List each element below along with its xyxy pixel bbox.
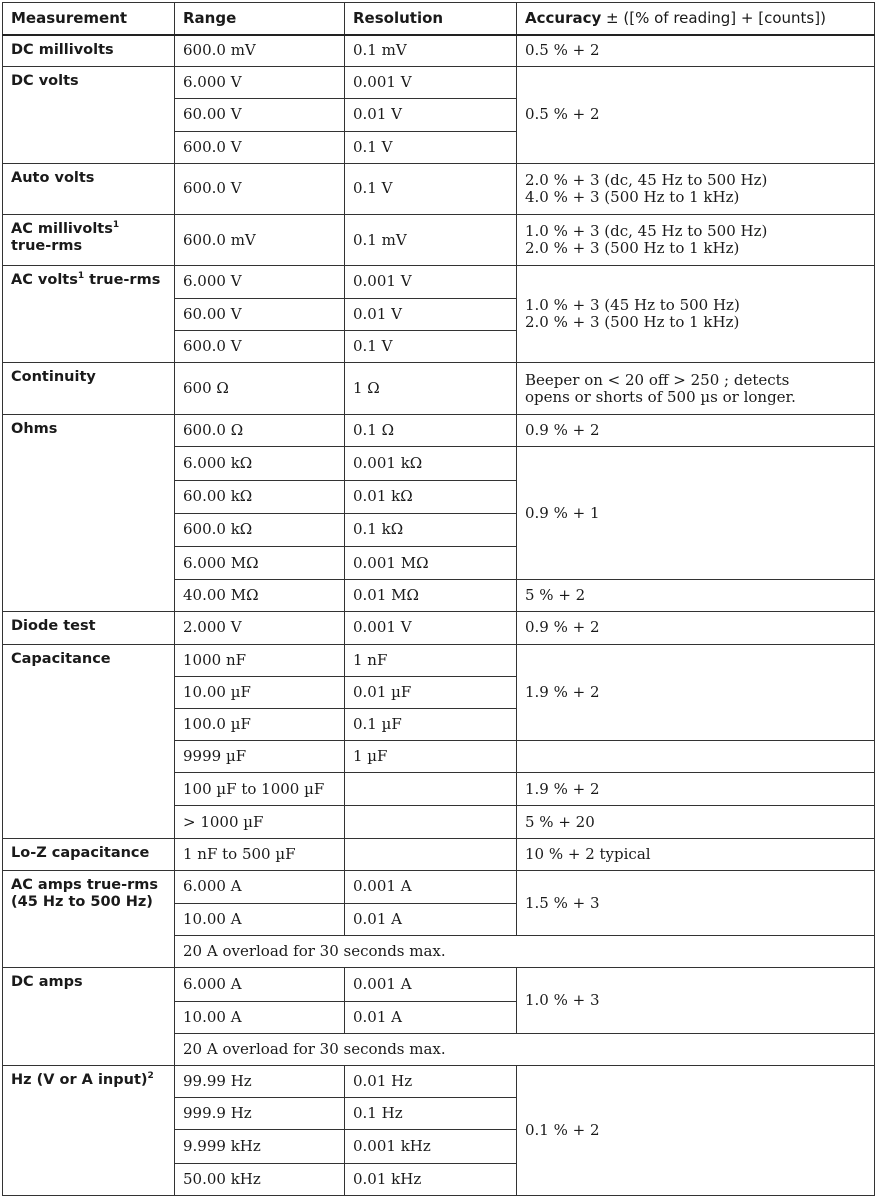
range-cell: 600 Ω	[175, 362, 345, 414]
table-row	[3, 163, 875, 214]
range-cell: 10.00 µF	[175, 676, 345, 708]
resolution-cell	[345, 806, 517, 838]
measurement-continuity: Continuity	[3, 362, 175, 414]
resolution-cell: 0.001 A	[345, 968, 517, 1001]
accuracy-line: 2.0 % + 3 (500 Hz to 1 kHz)	[525, 239, 740, 258]
accuracy-cell: 0.1 % + 2	[517, 1065, 875, 1195]
accuracy-cell: 1.9 % + 2	[517, 644, 875, 741]
accuracy-cell: 0.5 % + 2	[517, 67, 875, 164]
accuracy-cell	[517, 215, 875, 266]
measurement-dc-millivolts: DC millivolts	[3, 35, 175, 67]
overload-note: 20 A overload for 30 seconds max.	[175, 1033, 875, 1065]
measurement-hz	[3, 1065, 175, 1195]
accuracy-cell: 0.9 % + 2	[517, 415, 875, 447]
resolution-cell: 0.001 A	[345, 870, 517, 903]
header-accuracy-bold: Accuracy	[525, 8, 602, 27]
resolution-cell: 0.001 kHz	[345, 1130, 517, 1163]
table-row	[3, 644, 875, 676]
range-cell: 9.999 kHz	[175, 1130, 345, 1163]
range-cell: 100.0 µF	[175, 708, 345, 740]
measurement-ac-millivolts	[3, 215, 175, 266]
header-accuracy-rest: ± ([% of reading] + [counts])	[601, 8, 826, 27]
range-cell: 600.0 kΩ	[175, 513, 345, 546]
range-cell: 60.00 kΩ	[175, 480, 345, 513]
accuracy-line: 2.0 % + 3 (500 Hz to 1 kHz)	[525, 313, 740, 332]
accuracy-cell	[517, 266, 875, 363]
accuracy-cell: 10 % + 2 typical	[517, 838, 875, 870]
resolution-cell: 1 nF	[345, 644, 517, 676]
resolution-cell: 0.01 kΩ	[345, 480, 517, 513]
accuracy-cell: 0.5 % + 2	[517, 35, 875, 67]
range-cell: 600.0 mV	[175, 215, 345, 266]
range-cell: 99.99 Hz	[175, 1065, 345, 1097]
range-cell: 9999 µF	[175, 741, 345, 773]
measurement-label: Hz (V or A input)	[11, 1071, 148, 1088]
accuracy-cell	[517, 741, 875, 773]
accuracy-line: Beeper on < 20 off > 250 ; detects	[525, 370, 790, 389]
header-row	[3, 3, 875, 35]
accuracy-cell	[517, 362, 875, 414]
specifications-table	[2, 2, 875, 1196]
accuracy-cell: 0.9 % + 1	[517, 447, 875, 580]
measurement-ohms: Ohms	[3, 415, 175, 612]
measurement-label: true-rms	[11, 238, 83, 255]
accuracy-line: opens or shorts of 500 µs or longer.	[525, 387, 796, 406]
table-row	[3, 67, 875, 99]
range-cell: 999.9 Hz	[175, 1098, 345, 1130]
measurement-dc-volts: DC volts	[3, 67, 175, 164]
range-cell: 60.00 V	[175, 99, 345, 131]
accuracy-cell: 1.9 % + 2	[517, 773, 875, 806]
resolution-cell: 0.001 MΩ	[345, 546, 517, 579]
resolution-cell: 0.1 kΩ	[345, 513, 517, 546]
range-cell: 1 nF to 500 µF	[175, 838, 345, 870]
resolution-cell: 0.001 V	[345, 67, 517, 99]
table-row	[3, 415, 875, 447]
range-cell: 6.000 A	[175, 870, 345, 903]
range-cell: 50.00 kHz	[175, 1163, 345, 1195]
measurement-diode-test: Diode test	[3, 612, 175, 644]
accuracy-cell: 1.0 % + 3	[517, 968, 875, 1033]
accuracy-line: 1.0 % + 3 (dc, 45 Hz to 500 Hz)	[525, 222, 768, 241]
table-row	[3, 838, 875, 870]
measurement-label: AC volts	[11, 272, 78, 289]
table-row	[3, 1065, 875, 1097]
resolution-cell: 0.01 Hz	[345, 1065, 517, 1097]
table-row	[3, 362, 875, 414]
range-cell: > 1000 µF	[175, 806, 345, 838]
measurement-label: (45 Hz to 500 Hz)	[11, 893, 153, 910]
range-cell: 10.00 A	[175, 1001, 345, 1033]
range-cell: 100 µF to 1000 µF	[175, 773, 345, 806]
header-resolution: Resolution	[345, 3, 517, 35]
accuracy-cell: 5 % + 20	[517, 806, 875, 838]
resolution-cell: 0.01 A	[345, 1001, 517, 1033]
range-cell: 10.00 A	[175, 904, 345, 936]
accuracy-cell: 1.5 % + 3	[517, 870, 875, 935]
overload-note: 20 A overload for 30 seconds max.	[175, 936, 875, 968]
header-accuracy	[517, 3, 875, 35]
measurement-label: AC amps true-rms	[11, 876, 159, 893]
resolution-cell: 0.1 mV	[345, 35, 517, 67]
resolution-cell: 0.01 V	[345, 99, 517, 131]
footnote-marker: 2	[147, 1071, 154, 1082]
resolution-cell: 0.01 MΩ	[345, 580, 517, 612]
resolution-cell: 0.01 V	[345, 298, 517, 330]
measurement-dc-amps: DC amps	[3, 968, 175, 1066]
footnote-marker: 1	[77, 271, 85, 282]
resolution-cell: 0.1 µF	[345, 708, 517, 740]
accuracy-cell: 0.9 % + 2	[517, 612, 875, 644]
resolution-cell: 0.1 V	[345, 131, 517, 163]
range-cell: 60.00 V	[175, 298, 345, 330]
table-row	[3, 612, 875, 644]
header-measurement: Measurement	[3, 3, 175, 35]
range-cell: 6.000 kΩ	[175, 447, 345, 480]
measurement-capacitance: Capacitance	[3, 644, 175, 838]
measurement-label: AC millivolts	[11, 221, 113, 238]
resolution-cell: 0.1 Ω	[345, 415, 517, 447]
resolution-cell	[345, 773, 517, 806]
resolution-cell: 0.001 kΩ	[345, 447, 517, 480]
table-row	[3, 215, 875, 266]
range-cell: 600.0 V	[175, 163, 345, 214]
accuracy-cell	[517, 163, 875, 214]
range-cell: 600.0 V	[175, 131, 345, 163]
accuracy-line: 4.0 % + 3 (500 Hz to 1 kHz)	[525, 187, 740, 206]
resolution-cell: 0.001 V	[345, 266, 517, 298]
resolution-cell: 0.01 kHz	[345, 1163, 517, 1195]
accuracy-line: 1.0 % + 3 (45 Hz to 500 Hz)	[525, 296, 740, 315]
resolution-cell: 0.1 Hz	[345, 1098, 517, 1130]
accuracy-line: 2.0 % + 3 (dc, 45 Hz to 500 Hz)	[525, 170, 768, 189]
measurement-lo-z-capacitance: Lo-Z capacitance	[3, 838, 175, 870]
range-cell: 600.0 mV	[175, 35, 345, 67]
range-cell: 600.0 Ω	[175, 415, 345, 447]
table-row	[3, 266, 875, 298]
measurement-auto-volts: Auto volts	[3, 163, 175, 214]
resolution-cell: 0.1 mV	[345, 215, 517, 266]
resolution-cell: 1 µF	[345, 741, 517, 773]
resolution-cell: 0.01 µF	[345, 676, 517, 708]
resolution-cell	[345, 838, 517, 870]
range-cell: 6.000 V	[175, 266, 345, 298]
resolution-cell: 0.1 V	[345, 163, 517, 214]
range-cell: 600.0 V	[175, 330, 345, 362]
resolution-cell: 1 Ω	[345, 362, 517, 414]
table-row	[3, 35, 875, 67]
range-cell: 6.000 V	[175, 67, 345, 99]
range-cell: 6.000 MΩ	[175, 546, 345, 579]
table-row	[3, 968, 875, 1001]
measurement-label: true-rms	[84, 272, 161, 289]
measurement-ac-amps	[3, 870, 175, 968]
range-cell: 1000 nF	[175, 644, 345, 676]
accuracy-cell: 5 % + 2	[517, 580, 875, 612]
range-cell: 40.00 MΩ	[175, 580, 345, 612]
range-cell: 6.000 A	[175, 968, 345, 1001]
range-cell: 2.000 V	[175, 612, 345, 644]
resolution-cell: 0.001 V	[345, 612, 517, 644]
resolution-cell: 0.01 A	[345, 904, 517, 936]
resolution-cell: 0.1 V	[345, 330, 517, 362]
footnote-marker: 1	[112, 220, 120, 231]
table-row	[3, 870, 875, 903]
header-range: Range	[175, 3, 345, 35]
measurement-ac-volts	[3, 266, 175, 363]
